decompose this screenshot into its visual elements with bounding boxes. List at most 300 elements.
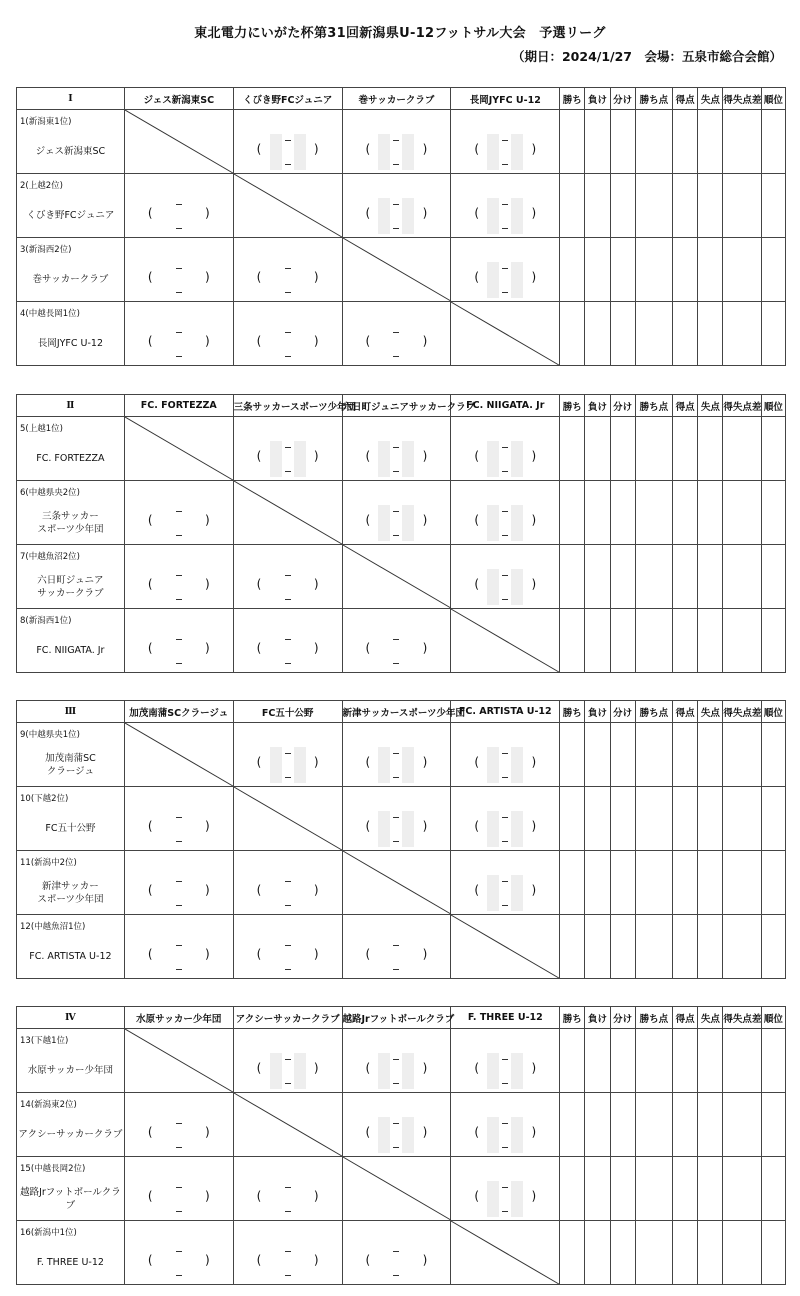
match-score-cell[interactable]	[233, 1029, 342, 1093]
stat-cell[interactable]	[723, 1157, 761, 1221]
score-close-paren: )	[313, 1189, 319, 1203]
match-score-cell[interactable]	[451, 851, 560, 915]
stat-cell[interactable]	[635, 1157, 672, 1221]
stat-cell[interactable]	[610, 609, 635, 673]
score-dash-bottom	[285, 164, 291, 165]
score-close-paren: )	[204, 641, 210, 655]
score-dash-top	[502, 817, 508, 818]
stat-header: 得失点差	[723, 88, 761, 110]
match-score-cell[interactable]	[342, 174, 451, 238]
stat-cell[interactable]	[673, 851, 698, 915]
diagonal-line	[234, 174, 342, 237]
score-dash-top	[176, 575, 182, 576]
stat-header: 得点	[673, 701, 698, 723]
match-score-cell[interactable]	[451, 174, 560, 238]
match-score-cell[interactable]	[124, 851, 233, 915]
opponent-header: 六日町ジュニアサッカークラブ	[342, 395, 451, 417]
team-row	[17, 1093, 786, 1157]
match-score-cell[interactable]	[451, 787, 560, 851]
score-open-paren: (	[256, 883, 262, 897]
stat-cell[interactable]	[723, 417, 761, 481]
stat-cell[interactable]	[673, 545, 698, 609]
match-score-cell[interactable]	[233, 851, 342, 915]
team-seed: 6(中越県央2位)	[20, 488, 80, 498]
score-slot	[451, 747, 559, 783]
stat-cell[interactable]	[635, 545, 672, 609]
match-score-cell[interactable]	[451, 1029, 560, 1093]
diagonal-line	[343, 545, 451, 608]
stat-header: 失点	[698, 701, 723, 723]
match-score-cell[interactable]	[233, 545, 342, 609]
stat-cell[interactable]	[560, 1221, 585, 1285]
match-score-cell[interactable]	[124, 1093, 233, 1157]
score-dash-bottom	[285, 292, 291, 293]
stat-cell[interactable]	[761, 851, 785, 915]
score-close-paren: )	[531, 206, 537, 220]
stat-cell[interactable]	[585, 1093, 610, 1157]
stat-cell[interactable]	[610, 302, 635, 366]
stat-cell[interactable]	[560, 1157, 585, 1221]
stat-cell[interactable]	[635, 481, 672, 545]
team-seed: 10(下越2位)	[20, 794, 69, 804]
diagonal-line	[343, 238, 451, 301]
match-score-cell[interactable]	[342, 723, 451, 787]
stat-cell[interactable]	[761, 417, 785, 481]
team-cell	[17, 417, 125, 481]
stat-cell[interactable]	[698, 238, 723, 302]
stat-cell[interactable]	[560, 787, 585, 851]
score-slot	[125, 198, 233, 234]
stat-cell[interactable]	[723, 723, 761, 787]
match-score-cell[interactable]	[451, 1093, 560, 1157]
stat-cell[interactable]	[698, 110, 723, 174]
stat-cell[interactable]	[761, 787, 785, 851]
stat-cell[interactable]	[635, 417, 672, 481]
stat-cell[interactable]	[723, 851, 761, 915]
stat-cell[interactable]	[698, 417, 723, 481]
score-slot	[343, 505, 451, 541]
match-score-cell[interactable]	[342, 481, 451, 545]
score-dash-bottom	[285, 599, 291, 600]
stat-cell[interactable]	[761, 174, 785, 238]
team-row	[17, 787, 786, 851]
opponent-header: 長岡JYFC U-12	[451, 88, 560, 110]
score-close-paren: )	[313, 947, 319, 961]
match-score-cell[interactable]	[342, 417, 451, 481]
score-dash-bottom	[502, 292, 508, 293]
score-close-paren: )	[531, 819, 537, 833]
score-open-paren: (	[147, 819, 153, 833]
self-match-diagonal	[124, 1029, 233, 1093]
match-score-cell[interactable]	[451, 238, 560, 302]
stat-cell[interactable]	[560, 302, 585, 366]
score-close-paren: )	[313, 270, 319, 284]
team-row	[17, 609, 786, 673]
opponent-header: 巻サッカークラブ	[342, 88, 451, 110]
stat-cell[interactable]	[560, 915, 585, 979]
stat-cell[interactable]	[673, 609, 698, 673]
match-score-cell[interactable]	[124, 1221, 233, 1285]
score-slot	[234, 1245, 342, 1281]
stat-cell[interactable]	[723, 1221, 761, 1285]
match-score-cell[interactable]	[233, 238, 342, 302]
score-close-paren: )	[531, 1061, 537, 1075]
stat-cell[interactable]	[673, 787, 698, 851]
stat-cell[interactable]	[560, 609, 585, 673]
score-dash-bottom	[176, 841, 182, 842]
match-score-cell[interactable]	[124, 174, 233, 238]
stat-cell[interactable]	[585, 174, 610, 238]
score-dash-top	[285, 447, 291, 448]
stat-cell[interactable]	[698, 609, 723, 673]
stat-cell[interactable]	[635, 1093, 672, 1157]
score-close-paren: )	[204, 1253, 210, 1267]
match-score-cell[interactable]	[451, 723, 560, 787]
score-open-paren: (	[474, 883, 480, 897]
score-dash-top	[285, 753, 291, 754]
team-name: 長岡JYFC U-12	[37, 338, 104, 349]
stat-cell[interactable]	[585, 110, 610, 174]
stat-cell[interactable]	[673, 238, 698, 302]
match-score-cell[interactable]	[342, 787, 451, 851]
stat-cell[interactable]	[723, 787, 761, 851]
stat-cell[interactable]	[761, 545, 785, 609]
stat-cell[interactable]	[698, 1157, 723, 1221]
score-slot	[234, 326, 342, 362]
stat-cell[interactable]	[585, 723, 610, 787]
stat-cell[interactable]	[761, 481, 785, 545]
score-open-paren: (	[147, 1189, 153, 1203]
opponent-header: くびき野FCジュニア	[233, 88, 342, 110]
score-dash-bottom	[502, 164, 508, 165]
match-score-cell[interactable]	[124, 302, 233, 366]
stat-cell[interactable]	[610, 110, 635, 174]
team-row	[17, 915, 786, 979]
score-slot	[234, 875, 342, 911]
opponent-header: 越路Jrフットボールクラブ	[342, 1007, 451, 1029]
score-dash-top	[393, 1251, 399, 1252]
score-slot	[234, 569, 342, 605]
score-dash-bottom	[285, 356, 291, 357]
score-dash-top	[176, 332, 182, 333]
score-slot	[451, 811, 559, 847]
match-score-cell[interactable]	[342, 110, 451, 174]
stat-cell[interactable]	[610, 787, 635, 851]
score-close-paren: )	[531, 270, 537, 284]
match-score-cell[interactable]	[342, 1221, 451, 1285]
team-name: ジェス新潟東SC	[35, 146, 106, 157]
stat-cell[interactable]	[560, 110, 585, 174]
stat-cell[interactable]	[761, 238, 785, 302]
stat-cell[interactable]	[698, 545, 723, 609]
score-dash-bottom	[393, 1147, 399, 1148]
match-score-cell[interactable]	[342, 1093, 451, 1157]
match-score-cell[interactable]	[342, 609, 451, 673]
match-score-cell[interactable]	[233, 609, 342, 673]
team-row	[17, 1157, 786, 1221]
stat-cell[interactable]	[698, 174, 723, 238]
stat-cell[interactable]	[635, 851, 672, 915]
score-close-paren: )	[531, 1125, 537, 1139]
team-cell	[17, 1157, 125, 1221]
score-close-paren: )	[531, 883, 537, 897]
match-score-cell[interactable]	[124, 1157, 233, 1221]
stat-cell[interactable]	[560, 174, 585, 238]
score-dash-top	[176, 639, 182, 640]
stat-cell[interactable]	[761, 110, 785, 174]
stat-cell[interactable]	[610, 1157, 635, 1221]
stat-cell[interactable]	[610, 1029, 635, 1093]
stat-cell[interactable]	[585, 915, 610, 979]
match-score-cell[interactable]	[233, 302, 342, 366]
match-score-cell[interactable]	[233, 723, 342, 787]
score-dash-bottom	[393, 471, 399, 472]
stat-header: 失点	[698, 1007, 723, 1029]
match-score-cell[interactable]	[233, 915, 342, 979]
stat-cell[interactable]	[585, 1221, 610, 1285]
score-dash-bottom	[502, 535, 508, 536]
stat-cell[interactable]	[635, 723, 672, 787]
stat-cell[interactable]	[673, 1221, 698, 1285]
stat-cell[interactable]	[585, 481, 610, 545]
stat-cell[interactable]	[585, 302, 610, 366]
stat-cell[interactable]	[761, 1221, 785, 1285]
stat-header: 順位	[761, 701, 785, 723]
stat-cell[interactable]	[673, 723, 698, 787]
stat-cell[interactable]	[723, 609, 761, 673]
stat-cell[interactable]	[585, 545, 610, 609]
stat-cell[interactable]	[560, 417, 585, 481]
stat-cell[interactable]	[761, 915, 785, 979]
stat-header: 勝ち点	[635, 395, 672, 417]
stat-cell[interactable]	[610, 238, 635, 302]
stat-cell[interactable]	[635, 1029, 672, 1093]
page-title: 東北電力にいがた杯第31回新潟県U-12フットサル大会 予選リーグ	[194, 26, 606, 41]
score-slot	[343, 811, 451, 847]
stat-cell[interactable]	[610, 481, 635, 545]
team-row	[17, 417, 786, 481]
score-open-paren: (	[147, 513, 153, 527]
stat-cell[interactable]	[560, 481, 585, 545]
stat-cell[interactable]	[585, 787, 610, 851]
match-score-cell[interactable]	[451, 481, 560, 545]
match-score-cell[interactable]	[233, 417, 342, 481]
stat-cell[interactable]	[585, 238, 610, 302]
stat-cell[interactable]	[673, 110, 698, 174]
stat-header: 負け	[585, 395, 610, 417]
stat-cell[interactable]	[560, 1093, 585, 1157]
match-score-cell[interactable]	[124, 609, 233, 673]
stat-cell[interactable]	[635, 1221, 672, 1285]
score-close-paren: )	[313, 1061, 319, 1075]
score-close-paren: )	[531, 142, 537, 156]
opponent-header: F. THREE U-12	[451, 1007, 560, 1029]
stat-header: 失点	[698, 395, 723, 417]
score-open-paren: (	[147, 883, 153, 897]
score-slot	[125, 326, 233, 362]
stat-cell[interactable]	[761, 1093, 785, 1157]
stat-cell[interactable]	[610, 1221, 635, 1285]
score-open-paren: (	[256, 1061, 262, 1075]
score-close-paren: )	[422, 1125, 428, 1139]
match-score-cell[interactable]	[124, 238, 233, 302]
stat-cell[interactable]	[698, 1029, 723, 1093]
stat-cell[interactable]	[723, 915, 761, 979]
stat-cell[interactable]	[560, 723, 585, 787]
stat-cell[interactable]	[698, 723, 723, 787]
stat-cell[interactable]	[761, 609, 785, 673]
score-slot	[125, 569, 233, 605]
score-open-paren: (	[365, 641, 371, 655]
stat-cell[interactable]	[635, 174, 672, 238]
team-seed: 15(中越長岡2位)	[20, 1164, 86, 1174]
stat-header: 勝ち点	[635, 1007, 672, 1029]
match-score-cell[interactable]	[451, 1157, 560, 1221]
team-cell	[17, 1093, 125, 1157]
score-dash-bottom	[393, 228, 399, 229]
match-score-cell[interactable]	[124, 545, 233, 609]
score-slot	[343, 633, 451, 669]
score-dash-bottom	[393, 1083, 399, 1084]
opponent-header: FC. NIIGATA. Jr	[451, 395, 560, 417]
stat-cell[interactable]	[585, 1157, 610, 1221]
stat-cell[interactable]	[635, 915, 672, 979]
score-dash-top	[176, 511, 182, 512]
stat-cell[interactable]	[673, 174, 698, 238]
diagonal-line	[125, 110, 233, 173]
score-open-paren: (	[256, 449, 262, 463]
stat-cell[interactable]	[610, 417, 635, 481]
stat-cell[interactable]	[635, 238, 672, 302]
stat-cell[interactable]	[723, 238, 761, 302]
stat-cell[interactable]	[723, 302, 761, 366]
score-close-paren: )	[422, 142, 428, 156]
stat-cell[interactable]	[723, 545, 761, 609]
stat-header: 分け	[610, 701, 635, 723]
match-score-cell[interactable]	[451, 545, 560, 609]
stat-cell[interactable]	[761, 1029, 785, 1093]
match-score-cell[interactable]	[233, 1221, 342, 1285]
stat-cell[interactable]	[698, 481, 723, 545]
stat-cell[interactable]	[698, 787, 723, 851]
match-score-cell[interactable]	[233, 1157, 342, 1221]
self-match-diagonal	[233, 1093, 342, 1157]
team-row	[17, 1221, 786, 1285]
stat-cell[interactable]	[635, 302, 672, 366]
team-name: 六日町ジュニア サッカークラブ	[37, 574, 104, 599]
stat-cell[interactable]	[723, 1093, 761, 1157]
team-name: FC. ARTISTA U-12	[29, 951, 112, 962]
stat-cell[interactable]	[635, 110, 672, 174]
score-dash-top	[502, 575, 508, 576]
match-score-cell[interactable]	[342, 302, 451, 366]
stat-cell[interactable]	[698, 915, 723, 979]
score-dash-top	[176, 1123, 182, 1124]
match-score-cell[interactable]	[451, 110, 560, 174]
diagonal-line	[451, 1221, 559, 1284]
score-close-paren: )	[204, 270, 210, 284]
score-dash-top	[393, 945, 399, 946]
stat-cell[interactable]	[673, 1157, 698, 1221]
score-dash-bottom	[285, 1083, 291, 1084]
stat-cell[interactable]	[610, 545, 635, 609]
stat-cell[interactable]	[698, 1221, 723, 1285]
score-dash-top	[393, 447, 399, 448]
team-seed: 7(中越魚沼2位)	[20, 552, 80, 562]
team-name: FC. FORTEZZA	[36, 453, 105, 464]
stat-cell[interactable]	[723, 174, 761, 238]
score-slot	[343, 939, 451, 975]
match-score-cell[interactable]	[124, 481, 233, 545]
match-score-cell[interactable]	[233, 110, 342, 174]
stat-cell[interactable]	[673, 481, 698, 545]
stat-cell[interactable]	[560, 238, 585, 302]
self-match-diagonal	[342, 545, 451, 609]
match-score-cell[interactable]	[124, 787, 233, 851]
stat-header: 順位	[761, 88, 785, 110]
stat-cell[interactable]	[610, 851, 635, 915]
score-dash-top	[285, 639, 291, 640]
stat-cell[interactable]	[610, 915, 635, 979]
stat-cell[interactable]	[610, 174, 635, 238]
team-cell	[17, 110, 125, 174]
stat-cell[interactable]	[723, 110, 761, 174]
stat-cell[interactable]	[673, 1093, 698, 1157]
stat-cell[interactable]	[610, 1093, 635, 1157]
stat-cell[interactable]	[723, 1029, 761, 1093]
score-dash-bottom	[176, 1211, 182, 1212]
stat-cell[interactable]	[585, 609, 610, 673]
stat-cell[interactable]	[761, 302, 785, 366]
score-slot	[451, 134, 559, 170]
match-score-cell[interactable]	[451, 417, 560, 481]
team-cell	[17, 851, 125, 915]
self-match-diagonal	[233, 787, 342, 851]
team-seed: 16(新潟中1位)	[20, 1228, 77, 1238]
opponent-header: 三条サッカースポーツ少年団	[233, 395, 342, 417]
stat-cell[interactable]	[635, 787, 672, 851]
team-cell	[17, 915, 125, 979]
stat-cell[interactable]	[585, 851, 610, 915]
stat-cell[interactable]	[723, 481, 761, 545]
opponent-header: 新津サッカースポーツ少年団	[342, 701, 451, 723]
stat-cell[interactable]	[673, 417, 698, 481]
score-dash-top	[176, 1251, 182, 1252]
stat-cell[interactable]	[585, 1029, 610, 1093]
match-score-cell[interactable]	[124, 915, 233, 979]
stat-cell[interactable]	[610, 723, 635, 787]
score-dash-top	[176, 817, 182, 818]
stat-cell[interactable]	[673, 915, 698, 979]
score-open-paren: (	[365, 513, 371, 527]
stat-cell[interactable]	[673, 302, 698, 366]
stat-cell[interactable]	[673, 1029, 698, 1093]
stat-cell[interactable]	[560, 545, 585, 609]
stat-cell[interactable]	[698, 851, 723, 915]
opponent-header: FC五十公野	[233, 701, 342, 723]
match-score-cell[interactable]	[342, 915, 451, 979]
stat-cell[interactable]	[635, 609, 672, 673]
stat-cell[interactable]	[698, 302, 723, 366]
stat-cell[interactable]	[560, 1029, 585, 1093]
stat-cell[interactable]	[560, 851, 585, 915]
stat-cell[interactable]	[761, 1157, 785, 1221]
stat-cell[interactable]	[761, 723, 785, 787]
stat-cell[interactable]	[585, 417, 610, 481]
match-score-cell[interactable]	[342, 1029, 451, 1093]
score-dash-bottom	[502, 1083, 508, 1084]
stat-cell[interactable]	[698, 1093, 723, 1157]
